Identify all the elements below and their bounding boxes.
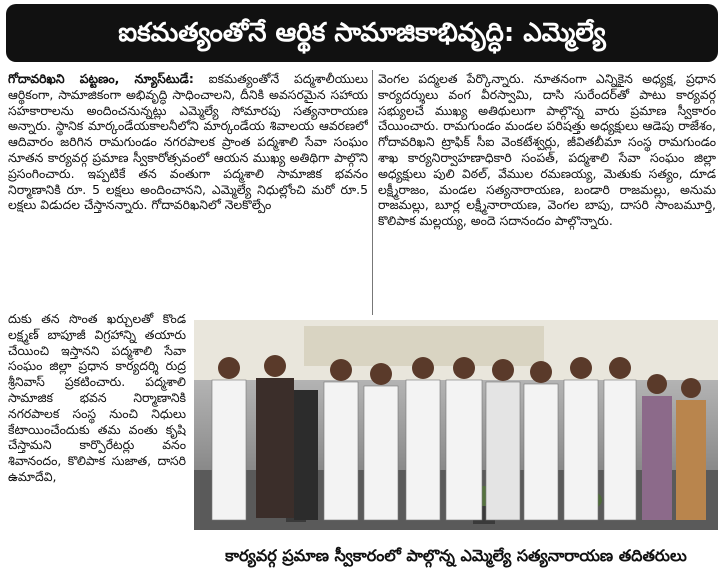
dateline: గోదావరిఖని పట్టణం, న్యూస్‌టుడే: [8, 71, 194, 86]
event-photo-image [194, 320, 718, 530]
article-column-1 [8, 71, 368, 311]
article-body-part-3: వెంగల పద్మలత పేర్కొన్నారు. నూతనంగా ఎన్నికైన అధ్యక్ష, ప్రధాన కార్యదర్శులు వంగ వీరస్వామి, దాసి సురేందర్‌తో పాటు కార్యవర్గ సభ్యులచే ముఖ్య అతిథులుగా పాల్గొన్న వారు ప్రమాణ స్వీకారం చేయించారు. రామగుండం మండల పరిషత్తు అధ్యక్షులు ఆడెపు రాజేశం, గోదావరిఖని ట్రాఫిక్‌ సీఐ వెంకటేశ్వర్లు, జీవితబీమా సంస్థ రామగుండం శాఖ కార్యనిర్వాహణాధికారి సంపత్‌, పద్మశాలి సేవా సంఘం జిల్లా అధ్యక్షులు పులి విఠల్‌, వేముల రమణయ్య, మెతుకు సత్యం, దూడ లక్ష్మీరాజం, మండల సత్యనారాయణ, బండారి రాజమల్లు, అనుమ రాజమల్లు, బూర్ల లక్ష్మీనారాయణ, వెంగల బాపు, దాసరి సాంబమూర్తి, కొలిపాక మల్లయ్య, అందె సదానందం పాల్గొన్నారు. [378, 71, 716, 229]
headline: ఐకమత్యంతోనే ఆర్థిక సామాజికాభివృద్ధి: ఎమ్మెల్యే [6, 4, 718, 62]
event-photo [194, 320, 718, 530]
article-body-part-2: దుకు తన సొంత ఖర్చులతో కొండ లక్ష్మణ్‌ బాపూజీ విగ్రహాన్ని తయారు చేయించి ఇస్తానని పద్మశాలి సేవా సంఘం జిల్లా ప్రధాన కార్యదర్శి రుద్ర శ్రీనివాస్‌ ప్రకటించారు. పద్మశాలి సామాజిక భవన నిర్మాణానికి నగరపాలక సంస్థ నుంచి నిధులు కేటాయించేందుకు తమ వంతు కృషి చేస్తామని కార్పొరేటర్లు వనం శివానందం, కొలిపాక సుజాత, దాసరి ఉమాదేవి, [8, 311, 186, 484]
article-column-1-lower [8, 311, 186, 579]
column-divider [372, 70, 373, 315]
photo-caption: కార్యవర్గ ప్రమాణ స్వీకారంలో పాల్గొన్న ఎమ్మెల్యే సత్యనారాయణ తదితరులు [225, 546, 687, 565]
article-body-part-1: ఐకమత్యంతోనే పద్మశాలీయులు ఆర్థికంగా, సామాజికంగా అభివృద్ధి సాధించాలని, దీనికి అవసరమైన సహాయ సహకారాలను అందించనున్నట్లు ఎమ్మెల్యే సోమారపు సత్యనారాయణ అన్నారు. స్థానిక మార్కండేయకాలనీలోని మార్కండేయ శివాలయ ఆవరణలో ఆదివారం జరిగిన రామగుండం నగరపాలక ప్రాంత పద్మశాలి సేవా సంఘం నూతన కార్యవర్గ ప్రమాణ స్వీకారోత్సవంలో ఆయన ముఖ్య అతిథిగా పాల్గొని ప్రసంగించారు. ఇప్పటికే తన వంతుగా పద్మశాలి సామాజిక భవనం నిర్మాణానికి రూ. 5 లక్షలు అందించానని, ఎమ్మెల్యే నిధుల్లోంచి మరో రూ.5 లక్షలు విడుదల చేస్తానన్నారు. గోదావరిఖనిలో నెలకొల్పేం [8, 71, 368, 213]
article-column-2 [378, 71, 716, 314]
